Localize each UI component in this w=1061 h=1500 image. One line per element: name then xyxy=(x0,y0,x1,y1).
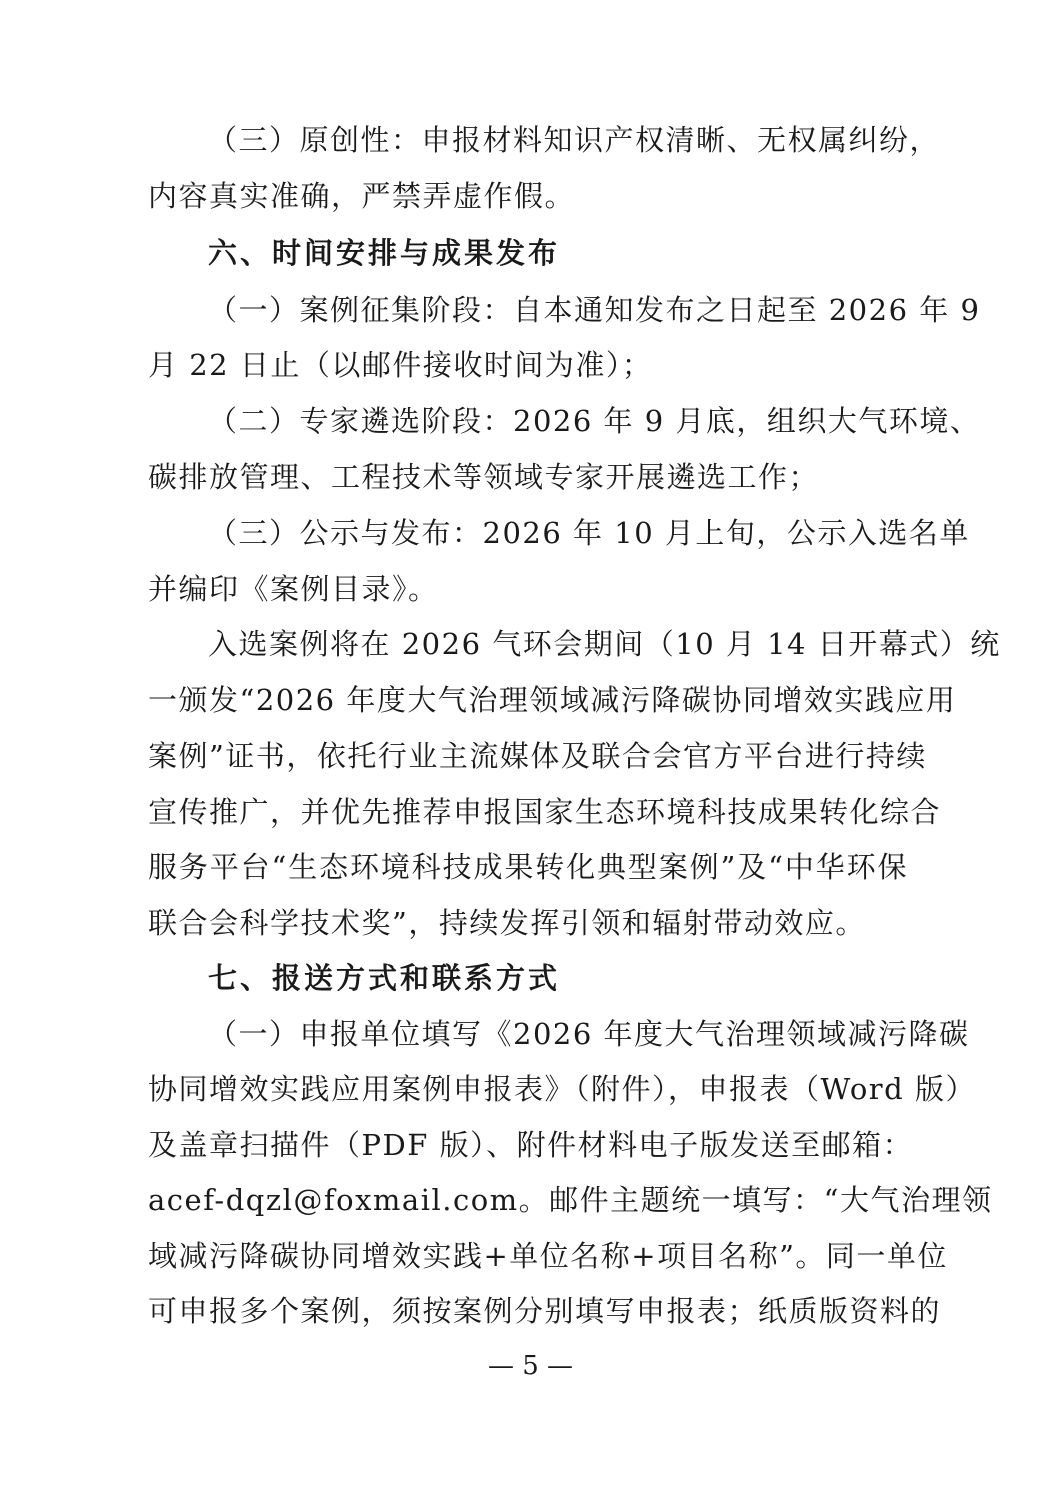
paragraph-line: 碳排放管理、工程技术等领域专家开展遴选工作； xyxy=(148,460,820,494)
page-number: — 5 — xyxy=(487,1351,574,1381)
paragraph-line: 一颁发“2026 年度大气治理领域减污降碳协同增效实践应用 xyxy=(148,683,957,717)
paragraph-line: （三）公示与发布：2026 年 10 月上旬，公示入选名单 xyxy=(208,516,970,550)
paragraph-line: 案例”证书，依托行业主流媒体及联合会官方平台进行持续 xyxy=(148,739,927,773)
paragraph-line: 并编印《案例目录》。 xyxy=(148,572,439,606)
paragraph-line: 域减污降碳协同增效实践+单位名称+项目名称”。同一单位 xyxy=(148,1239,948,1273)
paragraph-line: 月 22 日止（以邮件接收时间为准）； xyxy=(148,348,653,382)
paragraph-line: 入选案例将在 2026 气环会期间（10 月 14 日开幕式）统 xyxy=(208,627,1001,661)
paragraph-line: （二）专家遴选阶段：2026 年 9 月底，组织大气环境、 xyxy=(208,404,981,438)
paragraph-line: 宣传推广，并优先推荐申报国家生态环境科技成果转化综合 xyxy=(148,795,942,829)
paragraph-line: 及盖章扫描件（PDF 版）、附件材料电子版发送至邮箱： xyxy=(148,1128,914,1162)
paragraph-line: （一）案例征集阶段：自本通知发布之日起至 2026 年 9 xyxy=(208,293,981,327)
paragraph-line: 协同增效实践应用案例申报表》（附件），申报表（Word 版） xyxy=(148,1072,976,1106)
section-heading: 六、时间安排与成果发布 xyxy=(208,236,561,270)
paragraph-line: （一）申报单位填写《2026 年度大气治理领域减污降碳 xyxy=(208,1017,970,1051)
paragraph-line: acef-dqzl@foxmail.com。邮件主题统一填写：“大气治理领 xyxy=(148,1183,993,1217)
paragraph-line: 服务平台“生态环境科技成果转化典型案例”及“中华环保 xyxy=(148,850,908,884)
paragraph-line: 内容真实准确，严禁弄虚作假。 xyxy=(148,179,576,213)
paragraph-line: 联合会科学技术奖”，持续发挥引领和辐射带动效应。 xyxy=(148,906,866,940)
paragraph-line: （三）原创性：申报材料知识产权清晰、无权属纠纷， xyxy=(208,123,941,157)
section-heading: 七、报送方式和联系方式 xyxy=(208,961,561,995)
paragraph-line: 可申报多个案例，须按案例分别填写申报表；纸质版资料的 xyxy=(148,1294,942,1328)
